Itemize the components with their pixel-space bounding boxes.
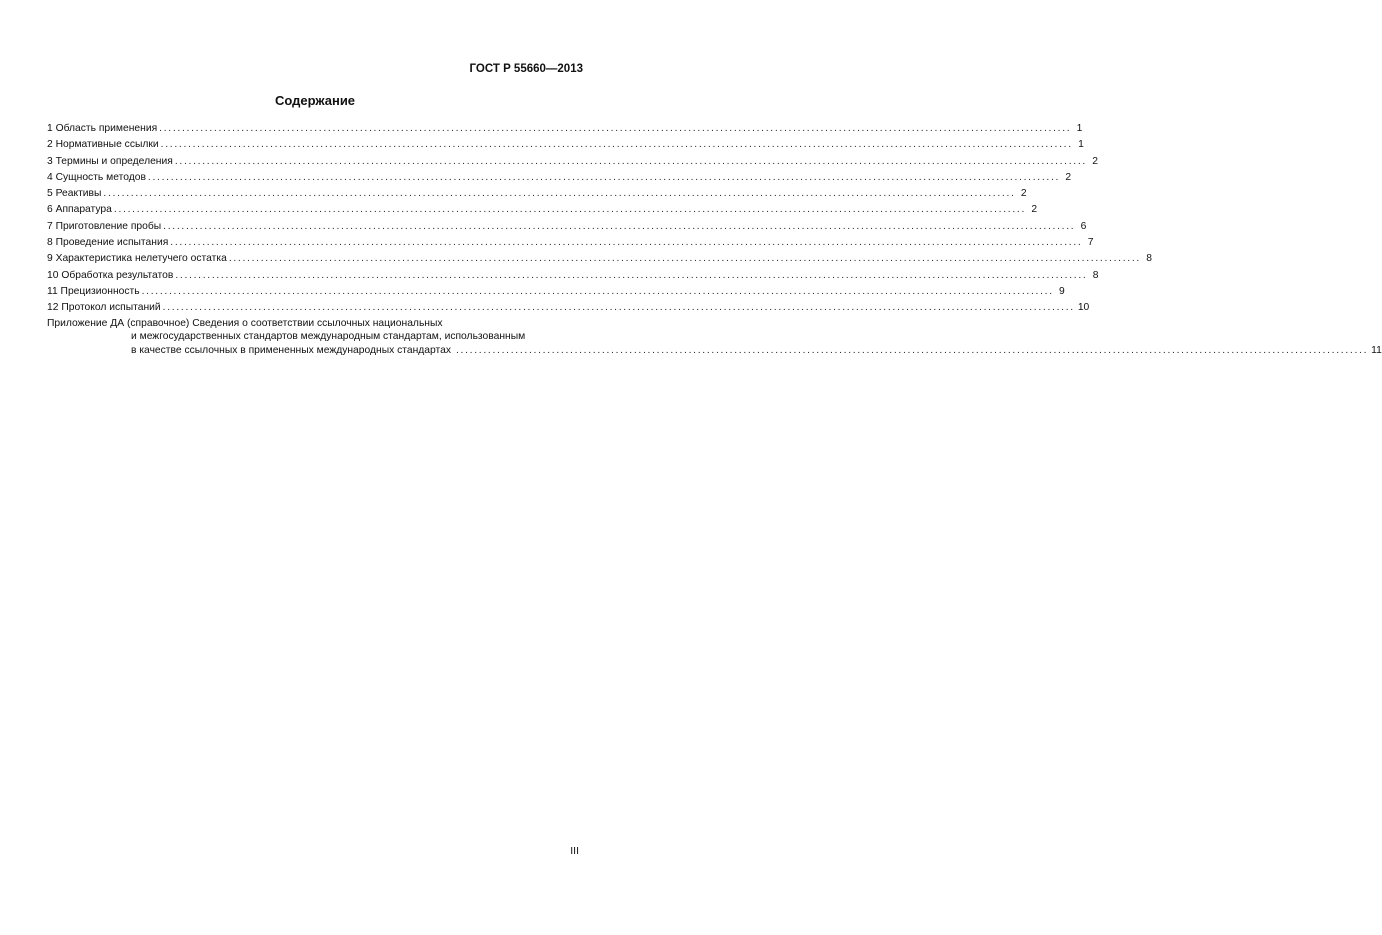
toc-dot-leader: ........................................................................................................................................................................................................ xyxy=(103,188,1016,200)
toc-entry[interactable] xyxy=(47,268,1099,284)
toc-dot-leader: ........................................................................................................................................................................................................ xyxy=(147,171,1061,183)
toc-entry-label: 9 Характеристика нелетучего остатка xyxy=(47,253,227,265)
toc-entry[interactable] xyxy=(47,121,1083,137)
toc-entry-page: 11 xyxy=(1371,344,1382,356)
toc-entry-page: 6 xyxy=(1080,220,1087,232)
table-of-contents xyxy=(47,121,1382,357)
toc-entry[interactable] xyxy=(47,219,1087,235)
toc-dot-leader: ........................................................................................................................................................................................................ xyxy=(160,139,1073,151)
toc-entry[interactable] xyxy=(47,300,1090,316)
toc-entry-label: 10 Обработка результатов xyxy=(47,269,174,281)
page-number: III xyxy=(570,845,579,857)
toc-entry[interactable] xyxy=(47,186,1027,202)
toc-entry-page: 8 xyxy=(1146,253,1152,265)
toc-entry-page: 9 xyxy=(1059,285,1065,297)
toc-dot-leader: ........................................................................................................................................................................................................ xyxy=(113,204,1027,216)
toc-entry[interactable] xyxy=(47,235,1094,251)
toc-entry-label: 1 Область применения xyxy=(47,123,158,134)
toc-entry[interactable] xyxy=(47,137,1084,153)
toc-title: Содержание xyxy=(274,93,356,108)
toc-dot-leader: ........................................................................................................................................................................................................ xyxy=(170,237,1083,249)
toc-entry-page: 8 xyxy=(1092,269,1099,281)
toc-entry-page: 1 xyxy=(1078,139,1084,151)
toc-entry-label: 8 Проведение испытания xyxy=(47,237,169,249)
toc-entry-label: 6 Аппаратура xyxy=(47,204,112,216)
toc-dot-leader: ........................................................................................................................................................................................................ xyxy=(175,269,1088,281)
toc-entry-label: 11 Прецизионность xyxy=(47,285,140,297)
toc-entry[interactable] xyxy=(47,284,1065,300)
toc-dot-leader: ........................................................................................................................................................................................................ xyxy=(228,253,1141,265)
toc-entry[interactable] xyxy=(47,170,1072,186)
toc-entry-label: 7 Приготовление пробы xyxy=(47,220,162,232)
toc-entry[interactable] xyxy=(47,154,1098,170)
toc-entry[interactable] xyxy=(47,251,1152,267)
toc-entry-page: 2 xyxy=(1092,155,1098,167)
toc-entry-page: 1 xyxy=(1076,123,1083,134)
appendix-title-last-line xyxy=(47,344,1382,358)
toc-entry-page: 10 xyxy=(1077,302,1090,314)
toc-entry[interactable] xyxy=(47,202,1038,218)
toc-entry-label: 5 Реактивы xyxy=(47,188,102,200)
toc-entry-page: 2 xyxy=(1065,171,1072,183)
appendix-title-line: в качестве ссылочных в примененных международных стандартах xyxy=(131,344,451,356)
toc-entry-page: 2 xyxy=(1031,204,1038,216)
toc-dot-leader: ........................................................................................................................................................................................................ xyxy=(141,285,1054,297)
toc-dot-leader: ........................................................................................................................................................................................................ xyxy=(162,302,1075,314)
toc-entry-label: 2 Нормативные ссылки xyxy=(47,139,159,151)
toc-entry-page: 2 xyxy=(1020,188,1027,200)
document-code: ГОСТ Р 55660—2013 xyxy=(469,63,583,75)
toc-dot-leader: ........................................................................................................................................................................................................ xyxy=(159,123,1072,134)
toc-entry-label: 12 Протокол испытаний xyxy=(47,302,161,314)
appendix-title-line: и межгосударственных стандартов международным стандартам, использованным xyxy=(131,331,526,343)
toc-dot-leader: ........................................................................................................................................................................................................ xyxy=(163,220,1076,232)
toc-appendix-entry[interactable] xyxy=(47,317,1382,358)
toc-dot-leader: ........................................................................................................................................................................................................ xyxy=(455,344,1369,356)
toc-entry-label: 3 Термины и определения xyxy=(47,155,173,167)
toc-dot-leader: ........................................................................................................................................................................................................ xyxy=(174,155,1087,167)
appendix-title-line: Приложение ДА (справочное) Сведения о соответствии ссылочных национальных xyxy=(47,317,443,329)
toc-entry-label: 4 Сущность методов xyxy=(47,171,146,183)
toc-entry-page: 7 xyxy=(1087,237,1094,249)
